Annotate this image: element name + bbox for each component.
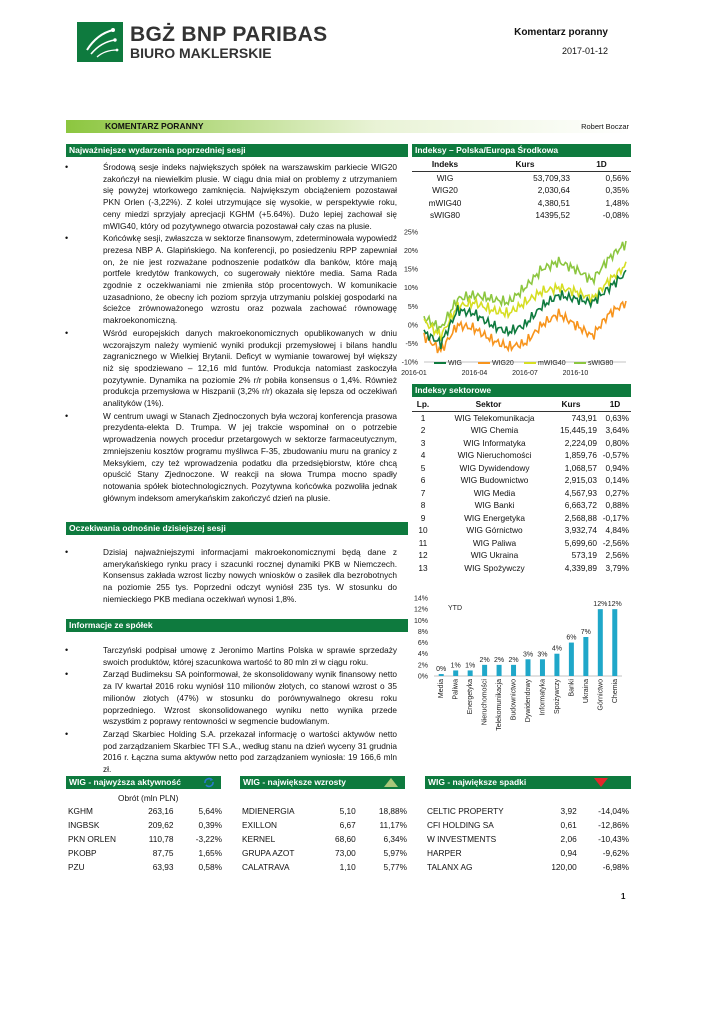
table-cell: -10,43%: [598, 833, 629, 844]
table-cell: 12: [418, 550, 428, 560]
table-cell: 1,10: [339, 861, 356, 872]
legend-label: WIG: [448, 360, 462, 367]
table-row: [66, 804, 224, 818]
table-cell: 4,380,51: [537, 197, 570, 208]
title-bar-title: KOMENTARZ PORANNY: [105, 121, 204, 131]
table-cell: 2: [420, 425, 426, 435]
table-row: [66, 818, 224, 832]
y-tick-label: 10%: [413, 617, 428, 625]
y-tick-label: 2%: [417, 662, 428, 670]
stars-icon: [77, 22, 123, 62]
table-cell: WIG Banki: [474, 500, 515, 510]
table-cell: EXILLON: [242, 819, 278, 830]
category-label: Paliwa: [452, 679, 460, 700]
y-tick-label: 0%: [407, 322, 418, 330]
table-cell: 1,65%: [198, 847, 222, 858]
table-row: [412, 462, 631, 475]
indices-table: [412, 158, 631, 222]
category-label: Telekomunikacja: [496, 679, 504, 731]
table-row: [240, 804, 409, 818]
table-row: [412, 437, 631, 450]
table-cell: 0,39%: [198, 819, 222, 830]
category-label: Spożywczy: [553, 679, 561, 715]
table-row: [412, 537, 631, 550]
data-label: 3%: [522, 651, 534, 659]
table-cell: -12,86%: [598, 819, 629, 830]
y-tick-label: 0%: [417, 673, 428, 681]
table-row: [240, 818, 409, 832]
table-cell: 0,88%: [605, 500, 629, 510]
table-row: [240, 860, 409, 874]
column-header: Sektor: [475, 399, 502, 409]
table-cell: 87,75: [152, 847, 174, 858]
table-row: [425, 832, 631, 846]
data-label: 4%: [551, 645, 562, 653]
table-cell: 5,97%: [383, 847, 407, 858]
bar: [612, 609, 617, 676]
y-tick-label: 14%: [413, 595, 428, 603]
table-cell: 2,030,64: [537, 185, 570, 195]
data-label: 0%: [436, 666, 447, 674]
table-cell: 0,58%: [198, 861, 222, 872]
table-row: [412, 184, 631, 197]
table-cell: 3: [420, 437, 426, 448]
table-row: [412, 524, 631, 537]
table-row: [412, 424, 631, 437]
category-label: Dywidendowy: [525, 679, 532, 723]
table-row: [412, 487, 631, 500]
table-cell: -3,22%: [195, 833, 222, 844]
data-label: 2%: [508, 656, 519, 664]
page-number: 1: [621, 892, 626, 901]
table-cell: 1,48%: [605, 197, 629, 208]
bar: [526, 659, 531, 676]
active-table: [66, 804, 224, 874]
legend-label: mWIG40: [538, 360, 566, 367]
y-tick-label: 10%: [403, 285, 418, 293]
x-tick-label: 2016-04: [461, 370, 488, 377]
table-cell: 743,91: [571, 412, 597, 423]
table-cell: WIG Budownictwo: [460, 475, 529, 485]
title-bar-author: Robert Boczar: [581, 122, 629, 131]
losers-heading-label: WIG - największe spadki: [428, 777, 527, 787]
losers-table: [425, 804, 631, 874]
table-cell: 3,932,74: [564, 525, 597, 535]
data-label: 6%: [566, 634, 577, 642]
table-row: [412, 209, 631, 222]
list-item: • Zarząd Budimeksu SA poinformował, że skonsolidowany wynik finansowy netto za IV kwartał 2016 roku wyniósł 110 milionów złotych, co stanowi wzrost o 35 milionów złotych (47%) w stosunku do porównywalnego okresu roku poprzedniego. Wzrost skonsolidowanego wyniku netto wynika przede wszystkim z poprawy rentowności w segmencie budowlanym.: [62, 669, 397, 728]
table-cell: 13: [418, 562, 428, 573]
category-label: Informatyka: [539, 679, 547, 716]
table-row: [412, 549, 631, 562]
table-cell: 5,77%: [383, 861, 407, 872]
table-cell: 0,14%: [605, 475, 629, 485]
table-cell: -9,62%: [602, 847, 629, 858]
table-cell: -2,56%: [602, 537, 629, 548]
table-cell: 73,00: [334, 847, 356, 858]
data-label: 7%: [580, 629, 591, 636]
y-tick-label: 5%: [407, 303, 418, 311]
table-cell: PKOBP: [68, 847, 97, 858]
table-cell: 0,80%: [605, 437, 629, 448]
gainers-table: [240, 804, 409, 874]
table-cell: mWIG40: [428, 197, 462, 208]
column-header: Indeks: [431, 159, 459, 169]
table-cell: 8: [420, 500, 426, 510]
y-tick-label: 25%: [403, 229, 418, 237]
table-cell: WIG: [436, 172, 454, 183]
doc-title: Komentarz poranny: [514, 27, 608, 38]
table-cell: 0,56%: [605, 172, 629, 183]
table-cell: 4,84%: [605, 525, 629, 535]
table-cell: 263,16: [148, 805, 174, 816]
series-line-wig20: [424, 301, 626, 353]
table-cell: 2,568,88: [564, 512, 597, 523]
data-label: 12%: [593, 601, 608, 609]
bar: [511, 665, 516, 676]
table-cell: 3,79%: [605, 562, 629, 573]
column-header: 1D: [596, 159, 607, 169]
category-label: Ukraina: [582, 679, 590, 704]
table-row: [240, 832, 409, 846]
category-label: Górnictwo: [597, 679, 605, 711]
table-row: [412, 197, 631, 210]
table-cell: CFI HOLDING SA: [427, 819, 494, 830]
legend-label: sWIG80: [588, 360, 614, 367]
bar: [453, 670, 458, 676]
bar: [540, 659, 545, 676]
table-cell: 110,78: [148, 833, 174, 844]
gainers-heading-label: WIG - największe wzrosty: [243, 777, 346, 787]
table-cell: 63,93: [152, 861, 174, 872]
table-cell: 6,663,72: [564, 500, 597, 510]
table-cell: WIG20: [432, 185, 458, 195]
table-row: [425, 846, 631, 860]
table-cell: 14395,52: [535, 210, 570, 220]
table-cell: 5,64%: [198, 805, 222, 816]
x-tick-label: 2016-01: [401, 370, 427, 377]
sector-ytd-bar-chart: [412, 592, 627, 742]
data-label: 1%: [450, 662, 461, 670]
list-item: • Końcówkę sesji, zwłaszcza w sektorze finansowym, zdeterminowała wypowiedź prezesa NBP A. Glapińskiego. Na konferencji, po posiedzeniu RPP zapewniał on, że nie jest rozważane podnoszenie podatków dla banków, które mają portfele kredytów frankowych, co sugerowały niektóre media. Sama Rada zgodnie z oczekiwaniami nie zmieniła stóp procentowych. W komunikacie uzasadniono, że obecny ich poziom sprzyja utrzymaniu polskiej gospodarki na ścieżce zrównoważonego wzrostu oraz pozwala zachować równowagę makroekonomiczną.: [62, 233, 397, 327]
table-cell: WIG Informatyka: [463, 437, 526, 448]
column-header: Lp.: [416, 399, 430, 409]
table-row: [412, 474, 631, 487]
table-row: [66, 832, 224, 846]
table-cell: 120,00: [551, 861, 577, 872]
brand-logo: [77, 22, 123, 62]
table-cell: 2,224,09: [564, 437, 597, 448]
table-cell: 5,10: [339, 805, 356, 816]
table-row: [66, 860, 224, 874]
table-row: [412, 171, 631, 184]
table-cell: 3,64%: [605, 425, 629, 435]
y-tick-label: -10%: [401, 359, 418, 367]
title-bar: [66, 120, 631, 133]
table-cell: INGBSK: [68, 819, 100, 830]
bar: [598, 609, 603, 676]
table-cell: WIG Paliwa: [472, 537, 517, 548]
bar: [569, 643, 574, 676]
table-cell: MDIENERGIA: [242, 805, 295, 816]
table-row: [412, 562, 631, 575]
x-tick-label: 2016-10: [562, 370, 589, 377]
table-cell: WIG Górnictwo: [466, 525, 523, 535]
table-cell: 1,068,57: [564, 462, 597, 473]
table-cell: 9: [420, 512, 426, 523]
active-subheader: Obrót (mln PLN): [118, 793, 179, 803]
table-cell: WIG Energetyka: [464, 512, 525, 523]
table-cell: CALATRAVA: [242, 861, 290, 872]
column-header: 1D: [609, 399, 621, 409]
category-label: Media: [438, 679, 446, 699]
events-heading: Najważniejsze wydarzenia poprzedniej sesji: [66, 144, 408, 157]
table-cell: KERNEL: [242, 833, 276, 844]
table-cell: 11: [418, 537, 428, 548]
data-label: 2%: [479, 656, 490, 664]
table-cell: 1,859,76: [564, 450, 597, 460]
table-cell: 4,339,89: [564, 562, 597, 573]
legend-label: WIG20: [492, 360, 514, 367]
index-line-chart: [396, 224, 631, 379]
table-cell: WIG Spożywczy: [464, 562, 525, 573]
y-tick-label: 15%: [403, 266, 418, 274]
table-cell: -14,04%: [598, 805, 629, 816]
list-item: • Środową sesje indeks największych spółek na warszawskim parkiecie WIG20 zakończył na niewielkim plusie. W ciągu dnia miał on problemy z utrzymaniem się powyżej wtorkowego zamknięcia. Największym obciążeniem pozostawał PKN Orlen (-3,22%). Z kolei utrzymujące się wysokie, w perspektywie roku, ceny miedzi sprzyjały aprecjacji KGHM (+5.64%). Dużo lepiej zachował się mWIG40, który od pozytywnego otwarcia pozostawał cały czas na plusie.: [62, 162, 397, 232]
table-row: [66, 846, 224, 860]
data-label: 1%: [465, 662, 476, 670]
table-cell: 0,35%: [605, 185, 629, 195]
table-cell: WIG Media: [473, 487, 516, 498]
table-cell: 2,56%: [605, 550, 629, 560]
table-cell: 0,94%: [605, 462, 629, 473]
table-row: [425, 818, 631, 832]
gainers-heading: [240, 776, 405, 789]
active-heading: [66, 776, 221, 789]
table-cell: 573,19: [571, 550, 597, 560]
table-cell: 53,709,33: [533, 172, 570, 183]
sectors-table: [412, 398, 631, 574]
companies-section: [62, 645, 397, 777]
column-header: Kurs: [515, 159, 535, 169]
table-cell: 0,27%: [605, 487, 629, 498]
table-cell: PZU: [68, 861, 85, 872]
table-cell: TALANX AG: [427, 861, 473, 872]
table-cell: CELTIC PROPERTY: [427, 805, 504, 816]
list-item: • Dzisiaj najważniejszymi informacjami makroekonomicznymi będą dane z amerykańskiego rynku pracy i szacunki rocznej dynamiki PKB w Niemczech. Konsensus zakłada wzrost liczby nowych wniosków o zasiłek dla bezrobotnych na poziomie 255 tys. Poprzedni odczyt wyniósł 235 tys. W stosunku do niemieckiego PKB mediana oczekiwań wynosi 1,8%.: [62, 547, 397, 606]
table-cell: 6,34%: [383, 833, 407, 844]
table-cell: 0,94: [560, 847, 577, 858]
triangle-down-icon: [593, 777, 609, 788]
events-section: [62, 162, 397, 505]
bar: [497, 665, 502, 676]
table-cell: WIG Chemia: [470, 425, 519, 435]
y-tick-label: 20%: [403, 248, 418, 256]
y-tick-label: 8%: [417, 628, 428, 636]
series-line-wig: [424, 270, 626, 349]
x-tick-label: 2016-07: [512, 370, 538, 377]
table-cell: 18,88%: [378, 805, 407, 816]
table-cell: -0,08%: [602, 210, 629, 220]
sectors-heading: Indeksy sektorowe: [412, 384, 631, 397]
table-cell: 6,67: [339, 819, 356, 830]
table-cell: W INVESTMENTS: [427, 833, 497, 844]
table-cell: 0,61: [560, 819, 577, 830]
table-cell: 0,63%: [605, 412, 629, 423]
table-cell: 2,915,03: [564, 475, 597, 485]
y-tick-label: 12%: [413, 606, 428, 614]
table-cell: GRUPA AZOT: [242, 847, 295, 858]
table-cell: WIG Nieruchomości: [457, 450, 532, 460]
table-cell: HARPER: [427, 847, 462, 858]
y-tick-label: 4%: [417, 651, 428, 659]
table-cell: 5,699,60: [564, 537, 597, 548]
expectations-section: [62, 547, 397, 607]
table-cell: 5: [420, 462, 426, 473]
table-cell: KGHM: [68, 805, 93, 816]
table-cell: 4,567,93: [564, 487, 597, 498]
table-cell: 15,445,19: [560, 425, 597, 435]
data-label: 3%: [537, 651, 548, 659]
expectations-heading: Oczekiwania odnośnie dzisiejszej sesji: [66, 522, 408, 535]
active-heading-label: WIG - najwyższa aktywność: [69, 777, 181, 787]
bar: [439, 674, 444, 676]
table-row: [425, 860, 631, 874]
brand-name: BGŻ BNP PARIBAS: [130, 23, 328, 46]
y-tick-label: 6%: [417, 640, 428, 648]
table-cell: 7: [420, 487, 426, 498]
category-label: Chemia: [611, 679, 619, 704]
list-item: • Wśród europejskich danych makroekonomicznych opublikowanych w dniu wczorajszym należy wymienić wyniki produkcji przemysłowej i bilans handlu zagranicznego w Wielkiej Brytanii. Deficyt w wymianie towarowej był większy niż się spodziewano – 12,16 mld funtów. Produkcja natomiast zaskoczyła pozytywnie. Dynamika na poziomie 2% r/r pobiła konsensus o 1,4%. Również produkcja przemysłowa w Hiszpanii (3,2% r/r) okazała się lepsza od oczekiwań analityków (1%).: [62, 328, 397, 410]
list-item: • Tarczyński podpisał umowę z Jeronimo Martins Polska w sprawie sprzedaży swoich produktów, której szacunkowa wartość to 80 mln zł w ciągu roku.: [62, 645, 397, 668]
category-label: Budownictwo: [510, 679, 518, 721]
table-cell: PKN ORLEN: [68, 833, 116, 844]
table-row: [412, 499, 631, 512]
category-label: Energetyka: [467, 679, 475, 715]
companies-heading: Informacje ze spółek: [66, 619, 408, 632]
bar: [468, 670, 473, 676]
table-row: [412, 449, 631, 462]
y-tick-label: -5%: [405, 340, 418, 348]
table-cell: 6: [420, 475, 426, 485]
table-row: [412, 512, 631, 525]
table-cell: -0,17%: [602, 512, 629, 523]
table-cell: 2,06: [560, 833, 577, 844]
bar: [482, 665, 487, 676]
list-item: • W centrum uwagi w Stanach Zjednoczonych była wczoraj konferencja prasowa prezydenta-elekta D. Trumpa. W jej trakcie wspominał on o potrzebie wprowadzenia nowych procedur przetargowych w sektorze farmaceutycznym, zmniejszeniu kosztów programu myśliwca F-35, zbudowaniu muru na granicy z Meksykiem, czy też wprowadzenia podatku dla przedsiębiorstw, które chcą opuścić Stany Zjednoczone. W reakcji na słowa Trumpa mocno spadły notowania spółek biotechnologicznych. Pozytywna końcówka pozwoliła jednak głównym indeksom amerykańskim zakończyć dzień na plusie.: [62, 411, 397, 505]
brand-subtitle: BIURO MAKLERSKIE: [130, 45, 272, 61]
table-cell: 10: [418, 525, 428, 535]
data-label: 12%: [607, 601, 622, 609]
table-row: [412, 411, 631, 424]
column-header: Kurs: [561, 399, 581, 409]
table-cell: WIG Ukraina: [470, 550, 519, 560]
table-cell: 4: [420, 450, 426, 460]
losers-heading: [425, 776, 631, 789]
chart-title: YTD: [448, 605, 462, 612]
table-cell: 209,62: [148, 819, 174, 830]
table-row: [425, 804, 631, 818]
doc-date: 2017-01-12: [561, 46, 608, 56]
table-cell: WIG Telekomunikacja: [454, 412, 535, 423]
bar: [583, 637, 588, 676]
indices-heading: Indeksy – Polska/Europa Środkowa: [412, 144, 631, 157]
table-cell: 68,60: [334, 833, 356, 844]
category-label: Nieruchomości: [481, 679, 489, 726]
table-row: [240, 846, 409, 860]
list-item: • Zarząd Skarbiec Holding S.A. przekazał informację o wartości aktywów netto pod zarządzaniem Skarbiec TFI S.A., według stanu na dzień wyceny 31 grudnia 2016 r. Łączna suma aktywów netto pod zarządzaniem wyniosła: 19 166,6 mln zł.: [62, 729, 397, 776]
table-cell: 1: [420, 412, 426, 423]
category-label: Banki: [568, 679, 576, 697]
triangle-up-icon: [383, 777, 399, 788]
data-label: 2%: [494, 656, 505, 664]
table-cell: -0,57%: [602, 450, 629, 460]
table-cell: WIG Dywidendowy: [459, 462, 530, 473]
table-cell: 11,17%: [379, 819, 407, 830]
table-cell: sWIG80: [430, 210, 460, 220]
table-cell: 3,92: [560, 805, 577, 816]
bar: [554, 654, 559, 676]
refresh-icon: [203, 777, 215, 788]
table-cell: -6,98%: [602, 861, 629, 872]
